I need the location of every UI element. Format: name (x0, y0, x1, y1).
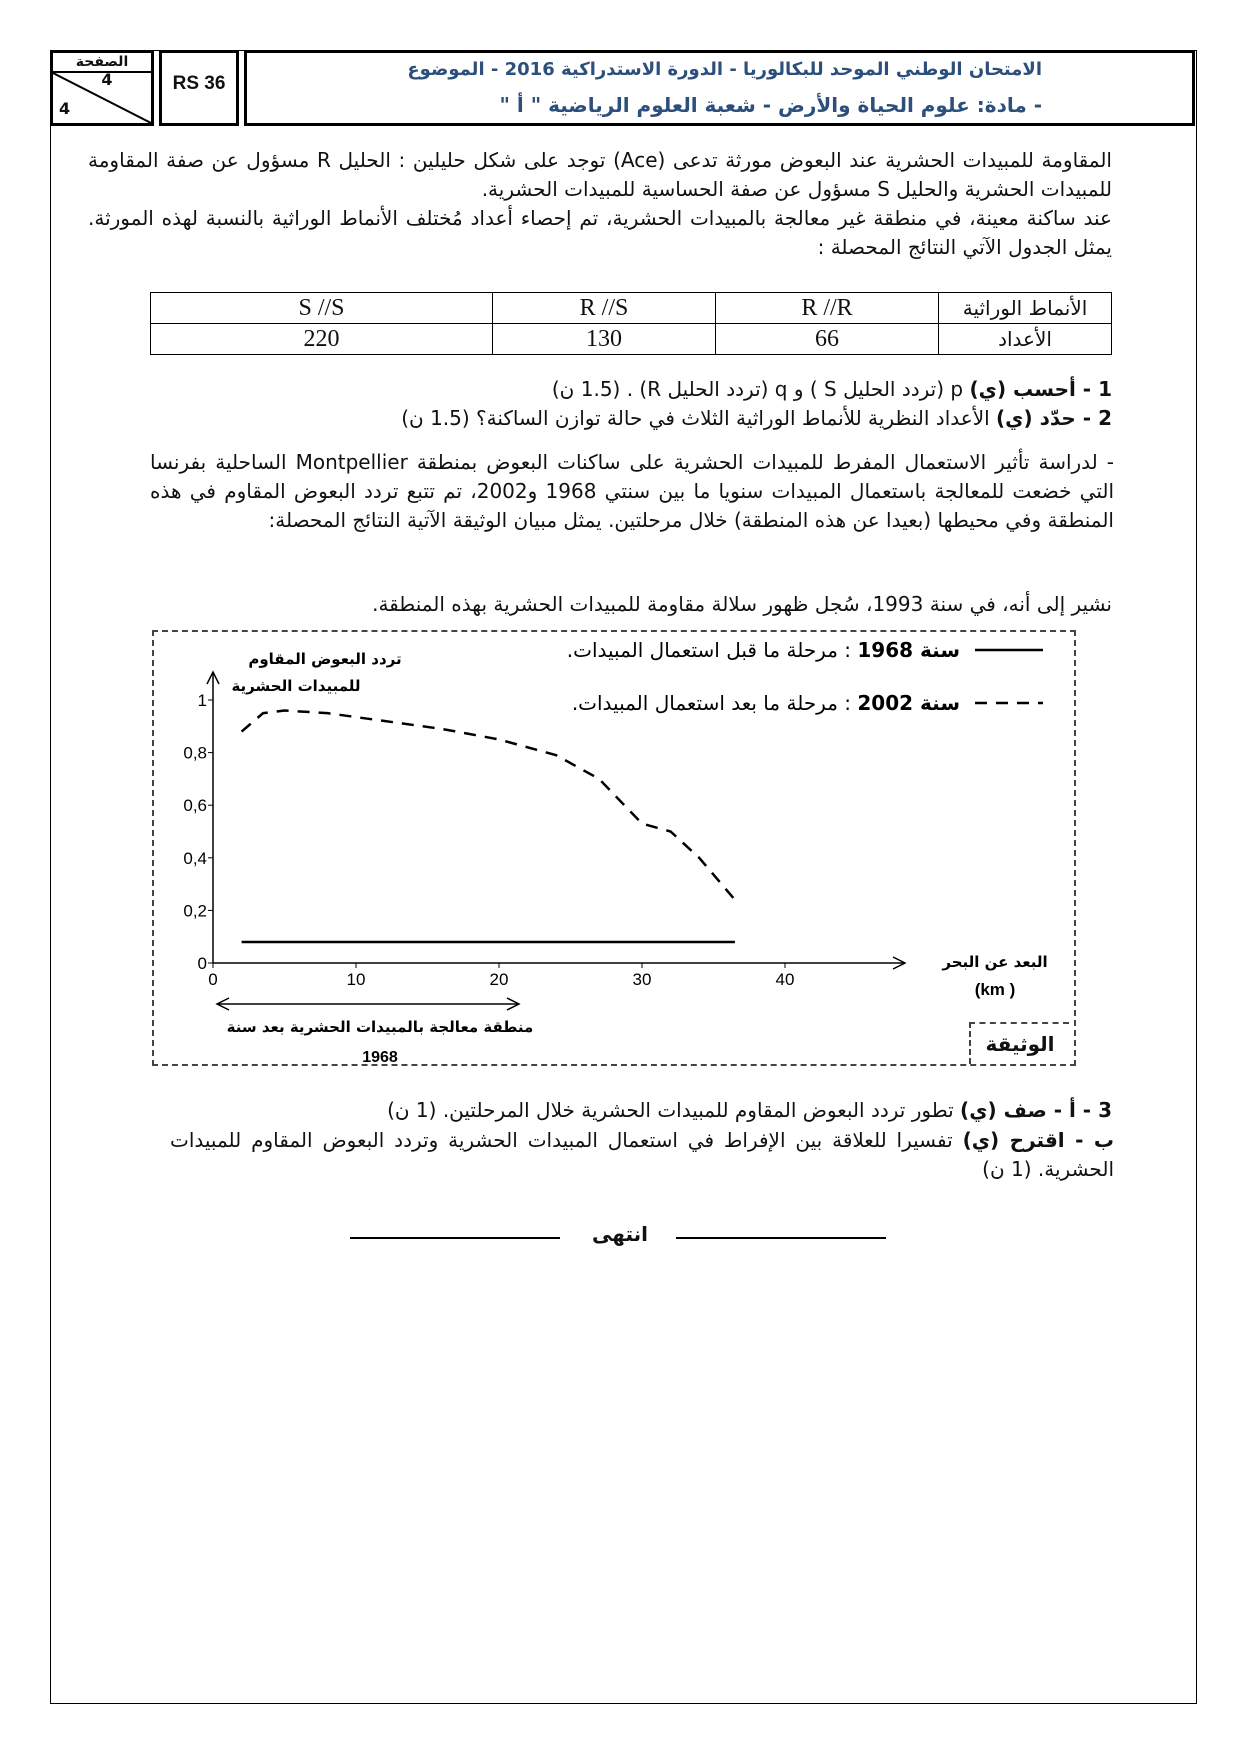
x-axis-label: البعد عن البحر (942, 953, 1048, 971)
x-tick-label: 0 (208, 970, 218, 989)
study-paragraph: - لدراسة تأثير الاستعمال المفرط للمبيدات الحشرية على ساكنات البعوض بمنطقة Montpellier الساحلية بفرنسا التي خضعت للمعالجة باستعمال المبيدات سنويا ما بين سنتي 1968 و2002، تم تتبع تردد البعوض المقاوم في هذه المنطقة وفي محيطها (بعيدا عن هذه المنطقة) خلال مرحلتين. يمثل مبيان الوثيقة الآتية النتائج المحصلة: (150, 450, 1115, 532)
document-label: الوثيقة (969, 1022, 1069, 1064)
question-1-verb: أحسب (ي) (969, 377, 1076, 401)
question-3b-verb: اقترح (ي) (962, 1128, 1065, 1152)
page-label: الصفحة (75, 54, 129, 70)
y-tick-label: 0 (197, 954, 207, 973)
exam-subject: - مادة: علوم الحياة والأرض - شعبة العلوم الرياضية " أ " (499, 93, 1042, 117)
table-header-cell: الأعداد (939, 324, 1112, 355)
question-1-text: p (تردد الحليل S ) و q (تردد الحليل R) . (1.5 ن) (551, 377, 970, 401)
table-cell: S //S (151, 293, 493, 324)
question-1-number: 1 - (1075, 377, 1112, 401)
legend-entry-1968 (567, 638, 960, 662)
y-tick-label: 0,4 (183, 848, 207, 868)
exam-code: RS 36 (172, 73, 226, 94)
x-tick-label: 30 (632, 970, 652, 989)
table-cell: 220 (151, 324, 493, 355)
table-cell: 66 (716, 324, 939, 355)
x-tick-label: 20 (489, 970, 509, 989)
question-3b-text: تفسيرا للعلاقة بين الإفراط في استعمال المبيدات الحشرية وتردد البعوض المقاوم للمبيدات الحشرية. (1 ن) (170, 1128, 1114, 1181)
ending-text: انتهى (592, 1222, 648, 1246)
legend-year: سنة 2002 (857, 691, 960, 715)
page-number: 4 (101, 70, 113, 89)
question-3a (387, 1096, 1112, 1124)
question-2-verb: حدّد (ي) (996, 406, 1076, 430)
legend-text: : مرحلة ما بعد استعمال المبيدات. (571, 691, 858, 715)
y-tick-label: 1 (197, 691, 207, 710)
x-tick-label: 40 (775, 970, 795, 989)
question-3a-number: 3 - أ - (1046, 1098, 1112, 1122)
table-cell: 130 (493, 324, 716, 355)
question-3a-text: تطور تردد البعوض المقاوم للمبيدات الحشرية خلال المرحلتين. (1 ن) (387, 1098, 961, 1122)
x-tick-label: 10 (346, 970, 366, 989)
legend-year: سنة 1968 (857, 638, 960, 662)
y-tick-label: 0,2 (183, 901, 207, 921)
question-2-text: الأعداد النظرية للأنماط الوراثية الثلاث في حالة توازن الساكنة؟ (1.5 ن) (401, 406, 997, 430)
question-3b-number: ب - (1064, 1128, 1114, 1152)
y-axis-label: للمبيدات الحشرية (231, 677, 361, 695)
y-axis-label: تردد البعوض المقاوم (248, 650, 402, 668)
page-total: 4 (59, 99, 71, 118)
x-axis-unit: (km ) (974, 980, 1016, 999)
table-cell: R //S (493, 293, 716, 324)
question-3a-verb: صف (ي) (960, 1098, 1047, 1122)
intro-text-2: عند ساكنة معينة، في منطقة غير معالجة بالمبيدات الحشرية، تم إحصاء أعداد مُختلف الأنماط الوراثية بالنسبة لهذه المورثة. يمثل الجدول الآتي النتائج المحصلة : (88, 206, 1112, 259)
exam-title: الامتحان الوطني الموحد للبكالوريا - الدورة الاستدراكية 2016 - الموضوع (407, 59, 1042, 80)
series-line-2002 (242, 711, 735, 900)
table-header-cell: الأنماط الوراثية (939, 293, 1112, 324)
question-2-number: 2 - (1075, 406, 1112, 430)
treated-zone-label: منطقة معالجة بالمبيدات الحشرية بعد سنة (226, 1018, 534, 1036)
y-tick-label: 0,8 (183, 743, 207, 763)
question-3b (170, 1126, 1114, 1184)
legend-entry-2002 (572, 691, 960, 715)
table-cell: R //R (716, 293, 939, 324)
intro-text-1: المقاومة للمبيدات الحشرية عند البعوض مورثة تدعى (Ace) توجد على شكل حليلين : الحليل R مسؤول عن صفة المقاومة للمبيدات الحشرية والحليل S مسؤول عن صفة الحساسية للمبيدات الحشرية. (88, 148, 1112, 201)
y-tick-label: 0,6 (183, 796, 207, 816)
note-paragraph: نشير إلى أنه، في سنة 1993، سُجل ظهور سلالة مقاومة للمبيدات الحشرية بهذه المنطقة. (372, 592, 1112, 616)
legend-text: : مرحلة ما قبل استعمال المبيدات. (566, 638, 858, 662)
treated-zone-year: 1968 (362, 1049, 398, 1066)
